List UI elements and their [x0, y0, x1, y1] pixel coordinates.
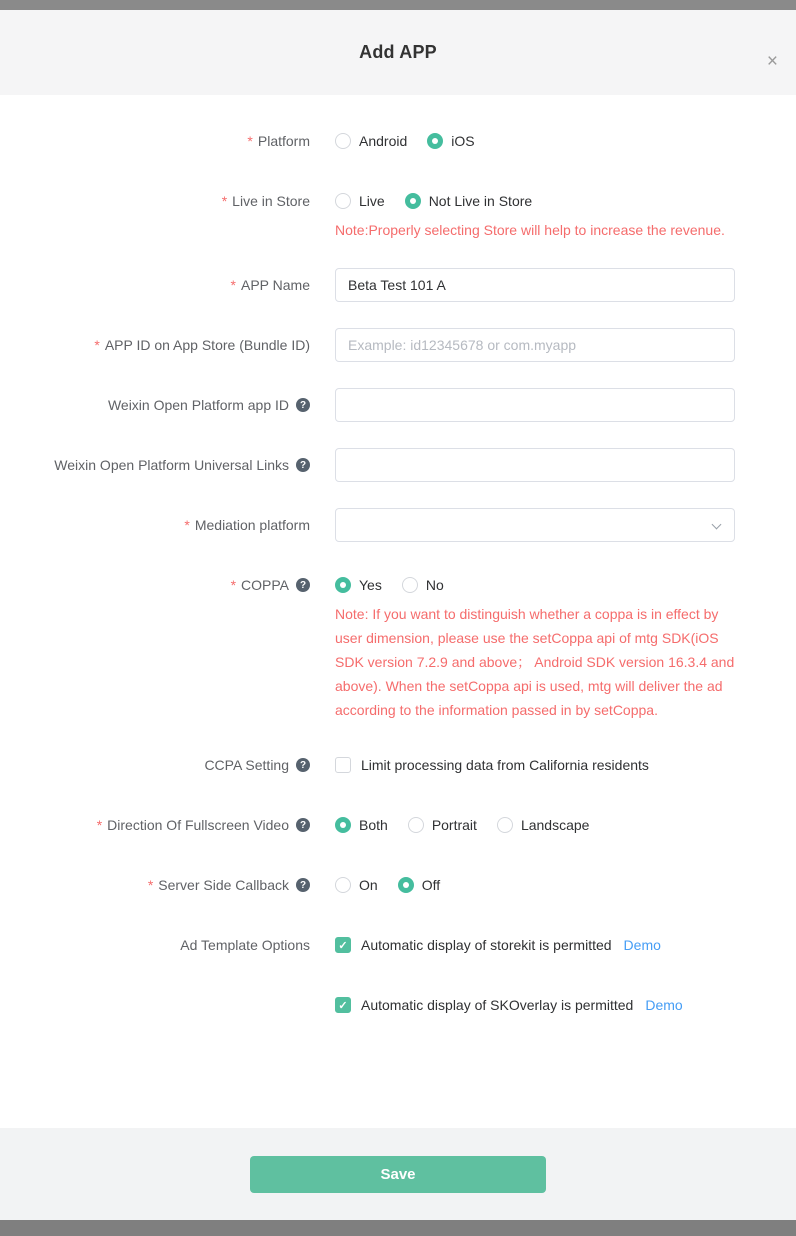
page-title: Add APP [359, 42, 437, 62]
add-app-modal [0, 10, 796, 1220]
field-weixin-app-id [0, 388, 796, 422]
top-window-bar [0, 0, 796, 10]
store-note: Note:Properly selecting Store will help to increase the revenue. [335, 222, 725, 238]
radio-landscape[interactable]: Landscape [497, 817, 590, 833]
help-icon[interactable]: ? [296, 398, 310, 412]
required-mark: * [184, 517, 190, 533]
close-icon[interactable]: × [766, 51, 778, 72]
help-icon[interactable]: ? [296, 818, 310, 832]
field-label: Weixin Open Platform Universal Links [54, 457, 289, 473]
radio-checked-icon[interactable] [398, 877, 414, 893]
radio-unchecked-icon[interactable] [335, 133, 351, 149]
chevron-down-icon [712, 520, 722, 530]
radio-both[interactable]: Both [335, 817, 388, 833]
help-icon[interactable]: ? [296, 758, 310, 772]
help-icon[interactable]: ? [296, 578, 310, 592]
mediation-platform-select[interactable] [335, 508, 735, 542]
field-server-side-callback [0, 868, 796, 902]
radio-unchecked-icon[interactable] [335, 877, 351, 893]
field-label: CCPA Setting [204, 757, 289, 773]
field-ad-template-options: Ad Template Options ✓ Automatic display of storekit is permitted Demo ✓ Automatic display of SKOverlay is permitted Demo [180, 937, 683, 1013]
radio-coppa-no[interactable]: No [402, 577, 444, 593]
required-mark: * [230, 577, 237, 593]
field-platform [0, 124, 796, 158]
app-name-input[interactable] [335, 268, 735, 302]
save-button[interactable]: Save [250, 1156, 546, 1193]
bottom-window-bar [0, 1220, 796, 1236]
field-weixin-universal-links [0, 448, 796, 482]
radio-not-live[interactable]: Not Live in Store [405, 193, 533, 209]
required-mark: * [221, 193, 228, 209]
radio-checked-icon[interactable] [427, 133, 443, 149]
required-mark: * [147, 877, 154, 893]
help-icon[interactable]: ? [296, 458, 310, 472]
required-mark: * [96, 817, 103, 833]
field-label: Mediation platform [194, 517, 310, 533]
field-live-in-store [0, 184, 796, 242]
radio-coppa-yes[interactable]: Yes [335, 577, 382, 593]
weixin-app-id-input[interactable] [335, 388, 735, 422]
field-ccpa-setting: CCPA Setting ? Limit processing data from California residents [204, 757, 649, 773]
field-label: COPPA [241, 577, 289, 593]
field-label: Direction Of Fullscreen Video [107, 817, 289, 833]
radio-unchecked-icon[interactable] [408, 817, 424, 833]
coppa-note: Note: If you want to distinguish whether a coppa is in effect by user dimension, please use the setCoppa api of mtg SDK(iOS SDK version 7.2.9 and above； Android SDK version 16.3.4 and above). When the setCoppa api is used, mtg will deliver the ad according to the information passed in by setCoppa. [335, 606, 735, 718]
radio-checked-icon[interactable] [405, 193, 421, 209]
field-label: APP ID on App Store (Bundle ID) [104, 337, 310, 353]
field-label: Ad Template Options [180, 937, 310, 953]
modal-footer [0, 1128, 796, 1220]
modal-header [0, 10, 796, 95]
skoverlay-demo-link[interactable]: Demo [645, 997, 683, 1013]
field-label: Platform [257, 133, 310, 149]
field-label: Server Side Callback [158, 877, 289, 893]
field-coppa [0, 568, 796, 722]
field-bundle-id [0, 328, 796, 362]
help-icon[interactable]: ? [296, 878, 310, 892]
radio-unchecked-icon[interactable] [497, 817, 513, 833]
ccpa-checkbox-unchecked[interactable] [335, 757, 351, 773]
radio-checked-icon[interactable] [335, 577, 351, 593]
storekit-checkbox-checked[interactable]: ✓ [335, 937, 351, 953]
weixin-universal-links-input[interactable] [335, 448, 735, 482]
radio-unchecked-icon[interactable] [335, 193, 351, 209]
radio-live[interactable]: Live [335, 193, 385, 209]
required-mark: * [247, 133, 253, 149]
field-label: Weixin Open Platform app ID [107, 397, 289, 413]
radio-unchecked-icon[interactable] [402, 577, 418, 593]
radio-ios[interactable]: iOS [427, 133, 474, 149]
radio-android[interactable]: Android [335, 133, 407, 149]
bundle-id-input[interactable] [335, 328, 735, 362]
radio-checked-icon[interactable] [335, 817, 351, 833]
field-direction-fullscreen-video [0, 808, 796, 842]
modal-body [0, 95, 796, 1128]
skoverlay-checkbox-checked[interactable]: ✓ [335, 997, 351, 1013]
radio-callback-off[interactable]: Off [398, 877, 440, 893]
required-mark: * [94, 337, 100, 353]
field-label: Live in Store [232, 193, 310, 209]
radio-portrait[interactable]: Portrait [408, 817, 477, 833]
radio-callback-on[interactable]: On [335, 877, 378, 893]
field-mediation-platform [0, 508, 796, 542]
field-app-name [0, 268, 796, 302]
field-label: APP Name [241, 277, 310, 293]
storekit-demo-link[interactable]: Demo [623, 937, 661, 953]
required-mark: * [230, 277, 236, 293]
